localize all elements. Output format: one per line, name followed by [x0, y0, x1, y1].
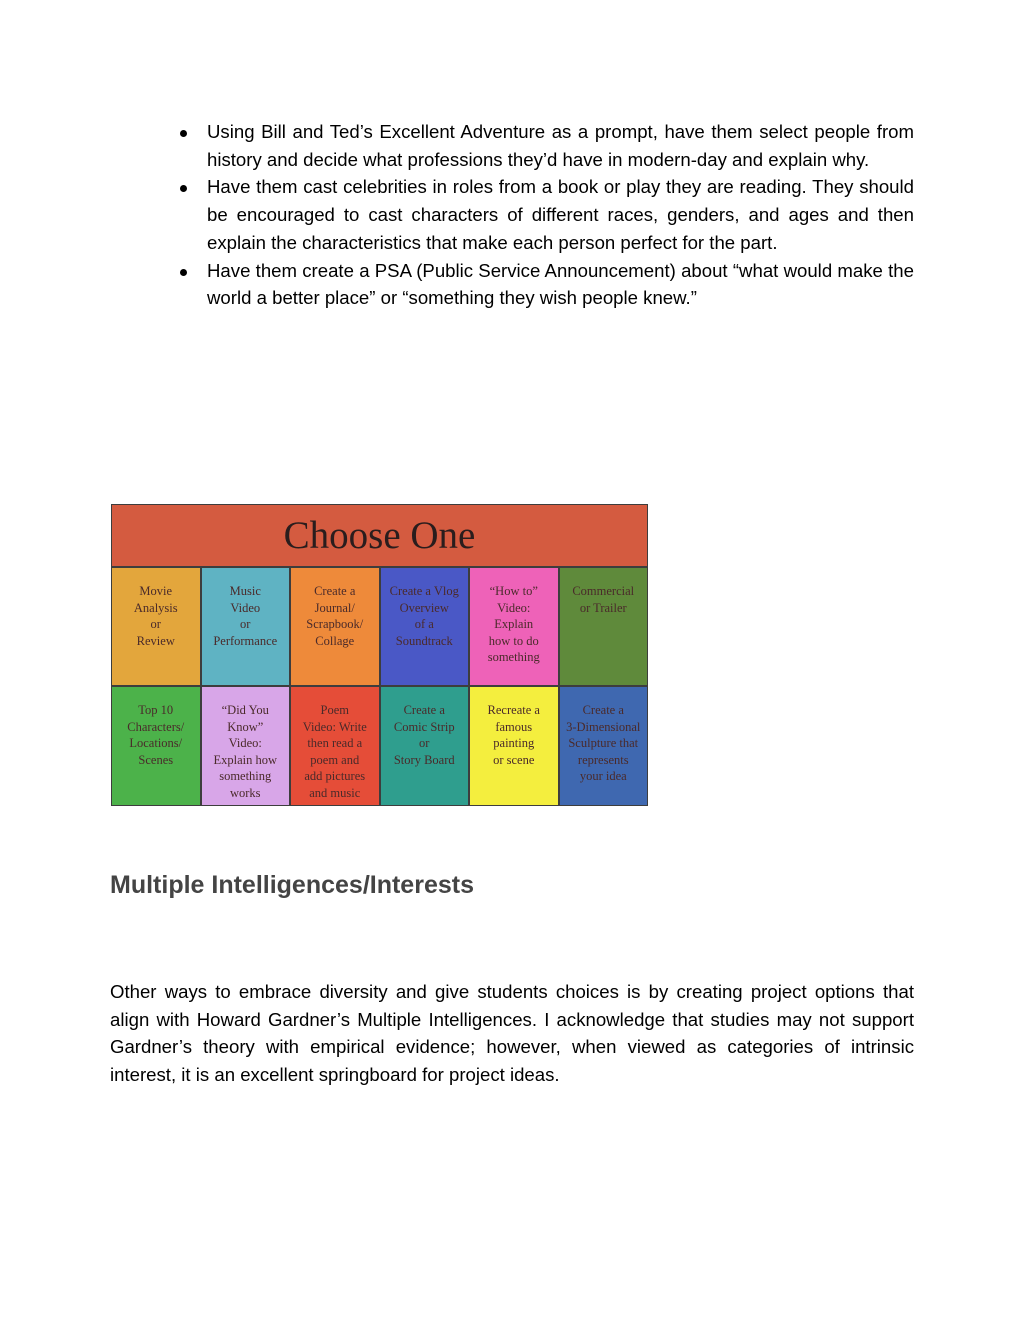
section-heading: Multiple Intelligences/Interests — [110, 871, 474, 899]
list-item — [178, 257, 914, 312]
bullet-text: Have them create a PSA (Public Service Announcement) about “what would make the world a better place” or “something they wish people knew.” — [207, 259, 914, 309]
bullet-icon — [180, 269, 187, 276]
list-item — [178, 173, 914, 256]
section-paragraph: Other ways to embrace diversity and give students choices is by creating project options that align with Howard Gardner’s Multiple Intelligences. I acknowledge that studies may not support Gardner’s theory with empirical evidence; however, when viewed as categories of intrinsic interest, it is an excellent springboard for project ideas. — [110, 981, 914, 1086]
choice-board-cell: “How to” Video: Explain how to do something — [470, 568, 558, 685]
choice-board-cell: Poem Video: Write then read a poem and add pictures and music — [291, 687, 379, 805]
choice-board-cell: Create a Comic Strip or Story Board — [381, 687, 469, 805]
choice-board-cell: Create a 3-Dimensional Sculpture that represents your idea — [560, 687, 648, 805]
choice-board-cell: Commercial or Trailer — [560, 568, 648, 685]
choice-board-cell: Recreate a famous painting or scene — [470, 687, 558, 805]
bullet-text: Using Bill and Ted’s Excellent Adventure as a prompt, have them select people from history and decide what professions they’d have in modern-day and explain why. — [207, 121, 914, 170]
choice-board-image — [111, 504, 648, 806]
choice-board-cell: Create a Vlog Overview of a Soundtrack — [381, 568, 469, 685]
choice-board-cell: “Did You Know” Video: Explain how something works — [202, 687, 290, 805]
choice-board-grid — [112, 568, 647, 805]
choice-board-cell: Music Video or Performance — [202, 568, 290, 685]
choice-board-cell: Movie Analysis or Review — [112, 568, 200, 685]
bullet-icon — [180, 130, 187, 137]
bullet-icon — [180, 185, 187, 192]
bullet-text: Have them cast celebrities in roles from a book or play they are reading. They should be encouraged to cast characters of different races, genders, and ages and then explain the characteristics that make each person perfect for the part. — [207, 176, 914, 253]
choice-board-cell: Create a Journal/ Scrapbook/ Collage — [291, 568, 379, 685]
bullet-list — [178, 118, 914, 312]
choice-board-cell: Top 10 Characters/ Locations/ Scenes — [112, 687, 200, 805]
choice-board-title: Choose One — [112, 505, 647, 566]
list-item — [178, 118, 914, 173]
